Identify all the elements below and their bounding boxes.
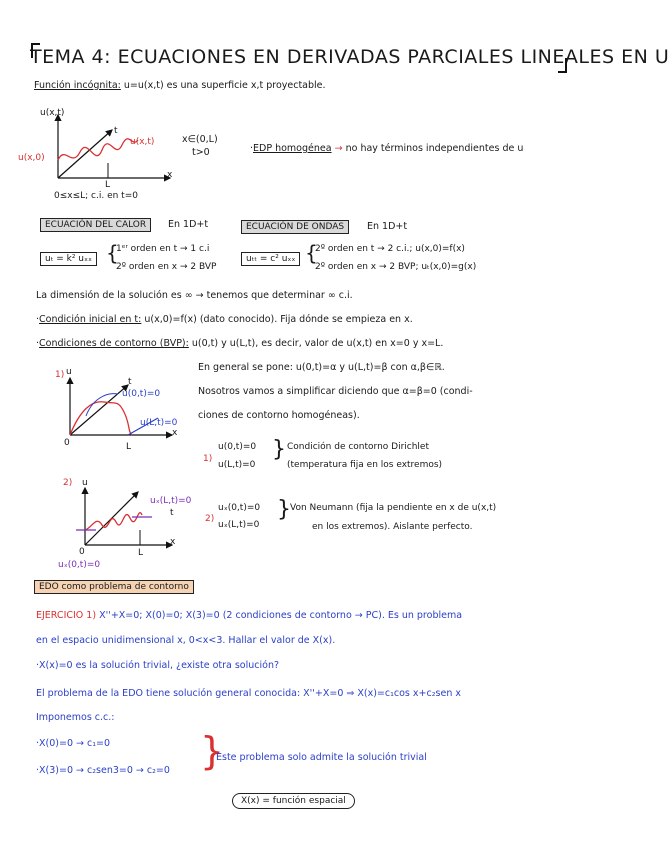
domain-line2: t>0	[192, 147, 210, 158]
dirichlet-desc1: Condición de contorno Dirichlet	[287, 442, 429, 452]
graph2-ylabel: u	[66, 367, 72, 377]
dirichlet-eq2: u(L,t)=0	[218, 460, 256, 470]
edo-title: EDO como problema de contorno	[34, 580, 194, 594]
general-text-2: Nosotros vamos a simplificar diciendo que α=β=0 (condi-	[198, 386, 473, 397]
wave-dim: En 1D+t	[367, 221, 408, 232]
graph2-tlabel: t	[128, 377, 132, 387]
graph1-ylabel: u(x,t)	[40, 108, 65, 118]
dirichlet-num: 1)	[203, 454, 213, 464]
neumann-num: 2)	[205, 514, 215, 524]
graph2-num: 1)	[55, 370, 65, 380]
cc1-line: ·X(0)=0 → c₁=0	[36, 738, 111, 749]
conclusion-line: Este problema solo admite la solución trivial	[216, 752, 427, 763]
initial-cond-line: ·Condición inicial en t: u(x,0)=f(x) (dato conocido). Fija dónde se empieza en x.	[36, 314, 413, 325]
heat-row2: 2º orden en x → 2 BVP	[116, 262, 217, 272]
graph2-L: L	[126, 442, 132, 452]
homog-line: ·EDP homogénea → no hay términos independientes de u	[250, 143, 524, 154]
domain-line1: x∈(0,L)	[182, 134, 218, 145]
exercise-line1: EJERCICIO 1) X''+X=0; X(0)=0; X(3)=0 (2 condiciones de contorno → PC). Es un problema	[36, 610, 463, 621]
dirichlet-eq1: u(0,t)=0	[218, 442, 257, 452]
graph3-ylabel: u	[82, 478, 88, 488]
trivial-line: ·X(x)=0 es la solución trivial, ¿existe otra solución?	[36, 660, 280, 671]
conclusion-brace: }	[200, 729, 225, 773]
graph1-xlabel: x	[167, 170, 173, 180]
general-text-3: ciones de contorno homogéneas).	[198, 410, 360, 421]
graph1-tlabel: t	[114, 126, 118, 136]
exercise-line2: en el espacio unidimensional x, 0<x<3. Hallar el valor de X(x).	[36, 635, 336, 646]
graph2-origin: 0	[64, 438, 70, 448]
neumann-desc2: en los extremos). Aislante perfecto.	[312, 522, 473, 532]
graph3-num: 2)	[63, 478, 73, 488]
graph2-label-a: u(0,t)=0	[122, 389, 161, 399]
graph3-origin: 0	[79, 547, 85, 557]
graph2-xlabel: x	[172, 428, 178, 438]
heat-brace: {	[106, 241, 119, 265]
heat-eq: uₜ = k² uₓₓ	[40, 252, 97, 266]
general-text-1: En general se pone: u(0,t)=α y u(L,t)=β con α,β∈ℝ.	[198, 362, 445, 373]
graph1-L: L	[105, 180, 111, 190]
neumann-brace: }	[277, 497, 291, 522]
graph1-caption: 0≤x≤L; c.i. en t=0	[54, 191, 138, 201]
spatial-function-box: X(x) = función espacial	[232, 793, 355, 809]
heat-label: ECUACIÓN DEL CALOR	[40, 218, 151, 232]
dimension-line: La dimensión de la solución es ∞ → tenemos que determinar ∞ c.i.	[36, 290, 353, 301]
general-solution-line: El problema de la EDO tiene solución general conocida: X''+X=0 ⇒ X(x)=c₁cos x+c₂sen x	[36, 688, 461, 699]
dirichlet-brace: }	[272, 437, 286, 462]
graph3-tlabel: t	[170, 508, 174, 518]
cc2-line: ·X(3)=0 → c₂sen3=0 → c₂=0	[36, 765, 170, 776]
graph3-label-a: uₓ(0,t)=0	[58, 560, 101, 570]
heat-dim: En 1D+t	[168, 219, 209, 230]
graph1-curve-label: u(x,t)	[130, 137, 155, 147]
graph3-label-b: uₓ(L,t)=0	[150, 496, 192, 506]
boundary-cond-line: ·Condiciones de contorno (BVP): u(0,t) y u(L,t), es decir, valor de u(x,t) en x=0 y x=L.	[36, 338, 444, 349]
neumann-eq1: uₓ(0,t)=0	[218, 503, 261, 513]
unknown-function-line: Función incógnita: u=u(x,t) es una superficie x,t proyectable.	[34, 80, 326, 91]
wave-row1: 2º orden en t → 2 c.i.; u(x,0)=f(x)	[315, 244, 465, 254]
neumann-desc1: Von Neumann (fija la pendiente en x de u(x,t)	[290, 503, 497, 513]
wave-eq: uₜₜ = c² uₓₓ	[241, 252, 300, 266]
impose-line: Imponemos c.c.:	[36, 712, 115, 723]
heat-row1: 1ᵉʳ orden en t → 1 c.i	[116, 244, 210, 254]
graph1-left-label: u(x,0)	[18, 153, 45, 163]
graph3-xlabel: x	[170, 537, 176, 547]
dirichlet-desc2: (temperatura fija en los extremos)	[287, 460, 443, 470]
wave-label: ECUACIÓN DE ONDAS	[241, 220, 349, 234]
graph3-L: L	[138, 548, 144, 558]
wave-row2: 2º orden en x → 2 BVP; uₜ(x,0)=g(x)	[315, 262, 477, 272]
page-title: TEMA 4: ECUACIONES EN DERIVADAS PARCIALES LINEALES EN U	[30, 46, 669, 68]
wave-brace: {	[305, 241, 318, 265]
graph2-label-b: u(L,t)=0	[140, 418, 178, 428]
neumann-eq2: uₓ(L,t)=0	[218, 520, 260, 530]
